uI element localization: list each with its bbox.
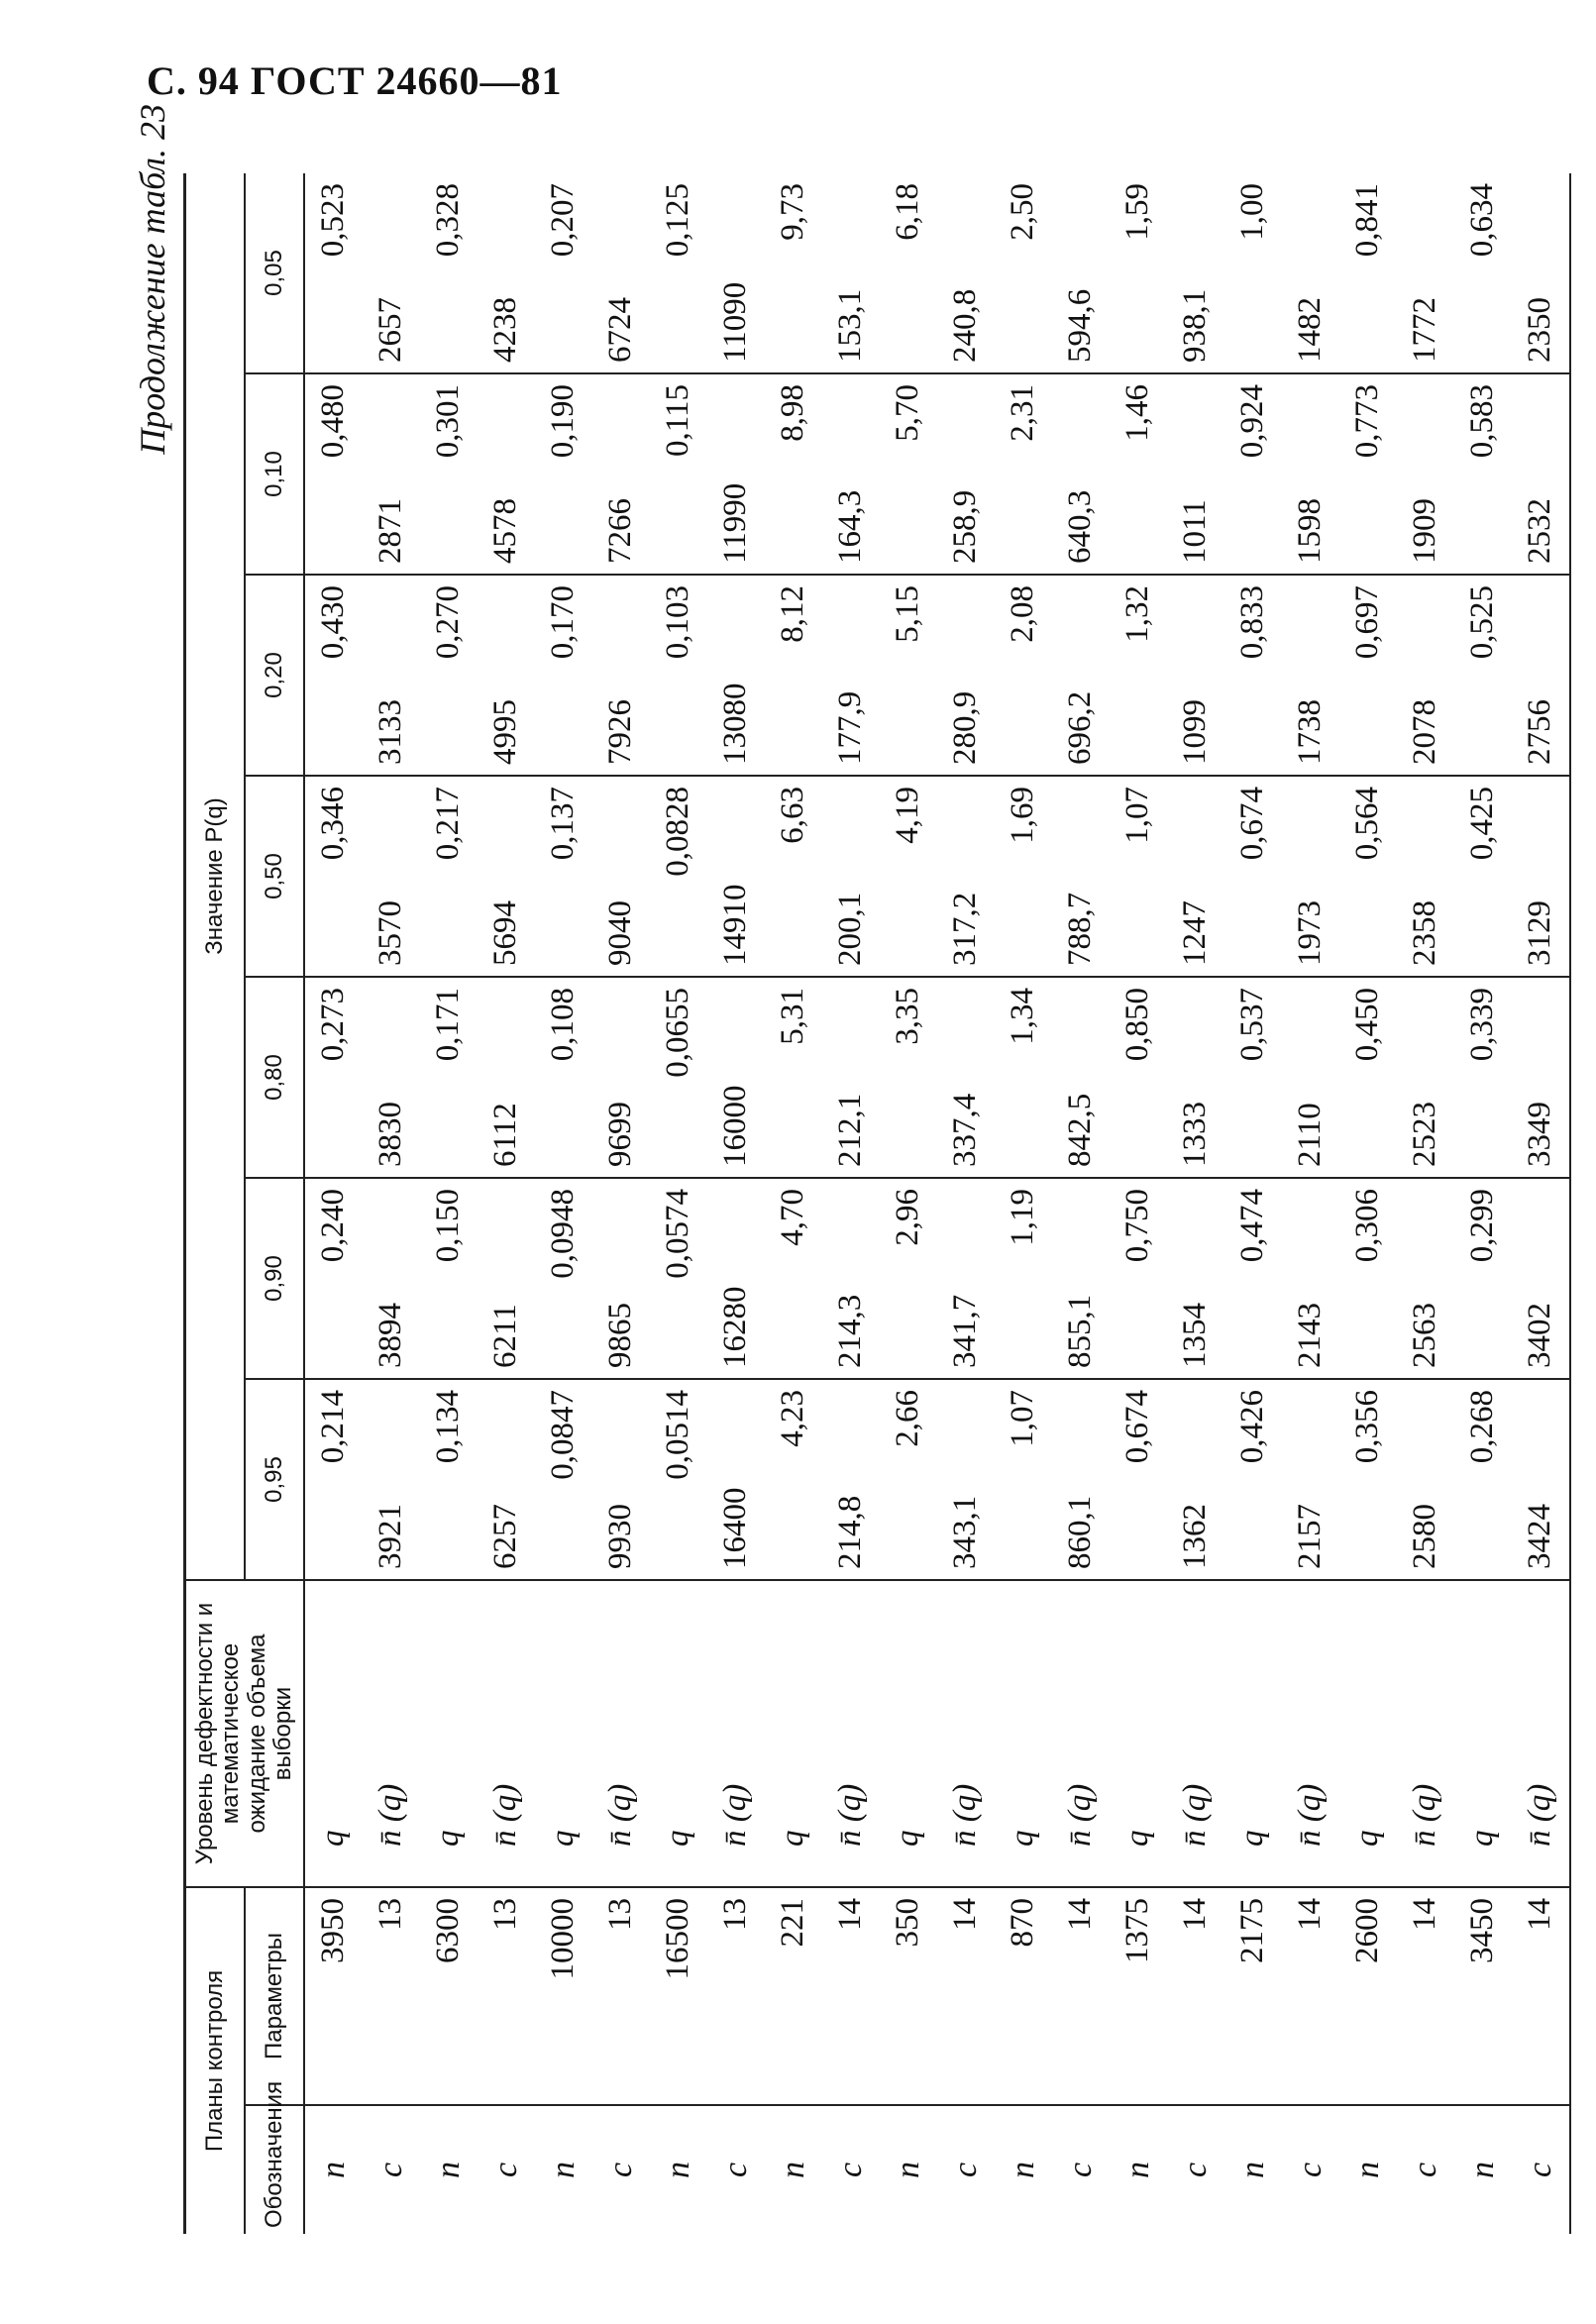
- header-p-4: 0,20: [245, 575, 304, 776]
- header-p-5: 0,10: [245, 373, 304, 575]
- table-row: [822, 173, 880, 2234]
- table-row: [937, 173, 995, 2234]
- designation-cell: c: [1061, 2162, 1099, 2178]
- value-cell: 2,08: [995, 575, 1052, 776]
- value-cell: 0,425: [1454, 776, 1512, 977]
- header-values: [185, 173, 245, 1580]
- level-cell: q: [1224, 1580, 1282, 1887]
- value-cell: 0,0655: [650, 977, 707, 1178]
- value-cell: 0,833: [1224, 575, 1282, 776]
- value-cell: 3424: [1512, 1379, 1570, 1580]
- value-cell: 2157: [1282, 1379, 1339, 1580]
- value-cell: 1,00: [1224, 173, 1282, 373]
- level-cell: n̄ (q): [592, 1580, 650, 1887]
- table-row: [1224, 173, 1282, 2234]
- designation-cell: c: [946, 2162, 984, 2178]
- header-row-groups: [185, 173, 245, 2234]
- value-cell: 8,98: [765, 373, 822, 575]
- value-cell: 1,69: [995, 776, 1052, 977]
- value-cell: 0,474: [1224, 1178, 1282, 1379]
- header-plans: Планы контроля: [185, 1887, 245, 2234]
- value-cell: 2143: [1282, 1178, 1339, 1379]
- designation-cell: c: [1291, 2162, 1329, 2178]
- value-cell: 842,5: [1052, 977, 1110, 1178]
- value-cell: 2,96: [880, 1178, 937, 1379]
- value-cell: 1333: [1167, 977, 1224, 1178]
- value-cell: 2756: [1512, 575, 1570, 776]
- value-cell: 0,773: [1339, 373, 1397, 575]
- parameter-cell: 14: [1052, 1887, 1110, 2105]
- designation-cell: c: [831, 2162, 869, 2178]
- value-cell: 0,190: [535, 373, 592, 575]
- table-row: [304, 173, 363, 2234]
- value-cell: 1,07: [995, 1379, 1052, 1580]
- designation-cell: n: [314, 2162, 352, 2178]
- level-cell: n̄ (q): [822, 1580, 880, 1887]
- designation-cell: n: [1118, 2162, 1156, 2178]
- level-cell: q: [880, 1580, 937, 1887]
- header-parameters: Параметры: [245, 1887, 304, 2105]
- value-cell: 5,70: [880, 373, 937, 575]
- table-body: [304, 173, 1570, 2234]
- value-cell: 0,480: [304, 373, 363, 575]
- parameter-cell: 14: [822, 1887, 880, 2105]
- value-cell: 0,214: [304, 1379, 363, 1580]
- value-cell: 11990: [707, 373, 765, 575]
- table-row: [363, 173, 420, 2234]
- value-cell: 1909: [1397, 373, 1454, 575]
- level-cell: q: [1110, 1580, 1167, 1887]
- value-cell: 341,7: [937, 1178, 995, 1379]
- value-cell: 0,125: [650, 173, 707, 373]
- value-cell: 3921: [363, 1379, 420, 1580]
- value-cell: 16280: [707, 1178, 765, 1379]
- value-cell: 0,150: [420, 1178, 478, 1379]
- value-cell: 0,299: [1454, 1178, 1512, 1379]
- value-cell: 0,924: [1224, 373, 1282, 575]
- value-cell: 0,328: [420, 173, 478, 373]
- value-cell: 1482: [1282, 173, 1339, 373]
- value-cell: 0,697: [1339, 575, 1397, 776]
- designation-cell: n: [429, 2162, 467, 2178]
- level-cell: n̄ (q): [1282, 1580, 1339, 1887]
- level-cell: q: [420, 1580, 478, 1887]
- value-cell: 14910: [707, 776, 765, 977]
- value-cell: 1738: [1282, 575, 1339, 776]
- header-p-6: 0,05: [245, 173, 304, 373]
- value-cell: 0,306: [1339, 1178, 1397, 1379]
- table-row: [1110, 173, 1167, 2234]
- value-cell: 0,841: [1339, 173, 1397, 373]
- value-cell: 3349: [1512, 977, 1570, 1178]
- table-row: [1454, 173, 1512, 2234]
- value-cell: 0,356: [1339, 1379, 1397, 1580]
- level-cell: n̄ (q): [478, 1580, 535, 1887]
- value-cell: 1772: [1397, 173, 1454, 373]
- value-cell: 0,273: [304, 977, 363, 1178]
- value-cell: 6112: [478, 977, 535, 1178]
- value-cell: 0,634: [1454, 173, 1512, 373]
- value-cell: 177,9: [822, 575, 880, 776]
- value-cell: 1598: [1282, 373, 1339, 575]
- value-cell: 6,63: [765, 776, 822, 977]
- value-cell: 0,426: [1224, 1379, 1282, 1580]
- value-cell: 4995: [478, 575, 535, 776]
- value-cell: 0,115: [650, 373, 707, 575]
- table-row: [1512, 173, 1570, 2234]
- designation-cell: n: [1004, 2162, 1041, 2178]
- value-cell: 2563: [1397, 1178, 1454, 1379]
- value-cell: 1,07: [1110, 776, 1167, 977]
- designation-cell: n: [659, 2162, 696, 2178]
- value-cell: 8,12: [765, 575, 822, 776]
- value-cell: 0,0514: [650, 1379, 707, 1580]
- value-cell: 5,15: [880, 575, 937, 776]
- level-cell: n̄ (q): [707, 1580, 765, 1887]
- parameter-cell: 16500: [650, 1887, 707, 2105]
- value-cell: 2110: [1282, 977, 1339, 1178]
- value-cell: 696,2: [1052, 575, 1110, 776]
- value-cell: 6724: [592, 173, 650, 373]
- value-cell: 0,171: [420, 977, 478, 1178]
- value-cell: 13080: [707, 575, 765, 776]
- value-cell: 0,137: [535, 776, 592, 977]
- value-cell: 0,268: [1454, 1379, 1512, 1580]
- parameter-cell: 13: [592, 1887, 650, 2105]
- value-cell: 11090: [707, 173, 765, 373]
- header-values-label: Значение P(q): [200, 797, 228, 955]
- value-cell: 6,18: [880, 173, 937, 373]
- value-cell: 240,8: [937, 173, 995, 373]
- value-cell: 2078: [1397, 575, 1454, 776]
- level-cell: n̄ (q): [1167, 1580, 1224, 1887]
- level-cell: q: [765, 1580, 822, 1887]
- value-cell: 3133: [363, 575, 420, 776]
- value-cell: 4,19: [880, 776, 937, 977]
- value-cell: 0,430: [304, 575, 363, 776]
- parameter-cell: 2175: [1224, 1887, 1282, 2105]
- value-cell: 0,240: [304, 1178, 363, 1379]
- table-row: [1397, 173, 1454, 2234]
- table-row: [707, 173, 765, 2234]
- value-cell: 1,19: [995, 1178, 1052, 1379]
- value-cell: 0,301: [420, 373, 478, 575]
- table-row: [420, 173, 478, 2234]
- value-cell: 7266: [592, 373, 650, 575]
- value-cell: 3570: [363, 776, 420, 977]
- value-cell: 2350: [1512, 173, 1570, 373]
- header-p-2: 0,80: [245, 977, 304, 1178]
- value-cell: 0,583: [1454, 373, 1512, 575]
- table-row: [995, 173, 1052, 2234]
- value-cell: 2523: [1397, 977, 1454, 1178]
- table-row: [880, 173, 937, 2234]
- header-p-1: 0,90: [245, 1178, 304, 1379]
- value-cell: 0,0574: [650, 1178, 707, 1379]
- level-cell: n̄ (q): [1052, 1580, 1110, 1887]
- header-designation: Обозначения: [245, 2105, 304, 2234]
- value-cell: 1247: [1167, 776, 1224, 977]
- value-cell: 4578: [478, 373, 535, 575]
- parameter-cell: 10000: [535, 1887, 592, 2105]
- value-cell: 0,450: [1339, 977, 1397, 1178]
- value-cell: 855,1: [1052, 1178, 1110, 1379]
- designation-cell: c: [372, 2162, 409, 2178]
- value-cell: 9040: [592, 776, 650, 977]
- designation-cell: n: [1233, 2162, 1271, 2178]
- value-cell: 0,170: [535, 575, 592, 776]
- level-cell: n̄ (q): [1512, 1580, 1570, 1887]
- value-cell: 5694: [478, 776, 535, 977]
- table-row: [1052, 173, 1110, 2234]
- value-cell: 153,1: [822, 173, 880, 373]
- table-row: [1339, 173, 1397, 2234]
- level-cell: q: [1339, 1580, 1397, 1887]
- value-cell: 1,59: [1110, 173, 1167, 373]
- value-cell: 938,1: [1167, 173, 1224, 373]
- parameter-cell: 14: [937, 1887, 995, 2105]
- value-cell: 2,50: [995, 173, 1052, 373]
- value-cell: 0,537: [1224, 977, 1282, 1178]
- value-cell: 200,1: [822, 776, 880, 977]
- value-cell: 0,674: [1224, 776, 1282, 977]
- level-cell: n̄ (q): [363, 1580, 420, 1887]
- value-cell: 1011: [1167, 373, 1224, 575]
- parameter-cell: 3950: [304, 1887, 363, 2105]
- table-row: [765, 173, 822, 2234]
- value-cell: 3894: [363, 1178, 420, 1379]
- value-cell: 164,3: [822, 373, 880, 575]
- value-cell: 317,2: [937, 776, 995, 977]
- value-cell: 0,674: [1110, 1379, 1167, 1580]
- designation-cell: n: [1463, 2162, 1501, 2178]
- table-row: [478, 173, 535, 2234]
- value-cell: 16400: [707, 1379, 765, 1580]
- table-row: [592, 173, 650, 2234]
- value-cell: 212,1: [822, 977, 880, 1178]
- value-cell: 0,108: [535, 977, 592, 1178]
- parameter-cell: 870: [995, 1887, 1052, 2105]
- value-cell: 1099: [1167, 575, 1224, 776]
- value-cell: 2,66: [880, 1379, 937, 1580]
- value-cell: 0,339: [1454, 977, 1512, 1178]
- value-cell: 4,23: [765, 1379, 822, 1580]
- value-cell: 258,9: [937, 373, 995, 575]
- value-cell: 9699: [592, 977, 650, 1178]
- value-cell: 3,35: [880, 977, 937, 1178]
- value-cell: 0,217: [420, 776, 478, 977]
- value-cell: 280,9: [937, 575, 995, 776]
- value-cell: 0,103: [650, 575, 707, 776]
- level-cell: q: [535, 1580, 592, 1887]
- value-cell: 1,46: [1110, 373, 1167, 575]
- value-cell: 0,346: [304, 776, 363, 977]
- designation-cell: c: [1512, 2105, 1570, 2234]
- value-cell: 2358: [1397, 776, 1454, 977]
- value-cell: 860,1: [1052, 1379, 1110, 1580]
- parameter-cell: 350: [880, 1887, 937, 2105]
- value-cell: 0,0847: [535, 1379, 592, 1580]
- value-cell: 640,3: [1052, 373, 1110, 575]
- page-header: С. 94 ГОСТ 24660—81: [147, 58, 563, 103]
- parameter-cell: 2600: [1339, 1887, 1397, 2105]
- parameter-cell: 1375: [1110, 1887, 1167, 2105]
- level-cell: q: [304, 1580, 363, 1887]
- designation-cell: c: [601, 2162, 639, 2178]
- value-cell: 4,70: [765, 1178, 822, 1379]
- value-cell: 1,34: [995, 977, 1052, 1178]
- value-cell: 0,207: [535, 173, 592, 373]
- header-p-3: 0,50: [245, 776, 304, 977]
- table-row: [1282, 173, 1339, 2234]
- value-cell: 2532: [1512, 373, 1570, 575]
- designation-cell: c: [716, 2162, 754, 2178]
- value-cell: 788,7: [1052, 776, 1110, 977]
- designation-cell: c: [1176, 2162, 1214, 2178]
- level-cell: q: [995, 1580, 1052, 1887]
- designation-cell: n: [1348, 2162, 1386, 2178]
- value-cell: 6257: [478, 1379, 535, 1580]
- value-cell: 214,8: [822, 1379, 880, 1580]
- designation-cell: n: [774, 2162, 811, 2178]
- value-cell: 0,750: [1110, 1178, 1167, 1379]
- parameter-cell: 13: [363, 1887, 420, 2105]
- value-cell: 0,850: [1110, 977, 1167, 1178]
- value-cell: 343,1: [937, 1379, 995, 1580]
- table-caption: Продолжение табл. 23: [133, 104, 172, 455]
- header-row-columns: [245, 173, 304, 2234]
- table-row: [650, 173, 707, 2234]
- parameter-cell: 221: [765, 1887, 822, 2105]
- designation-cell: n: [544, 2162, 582, 2178]
- parameter-cell: 14: [1167, 1887, 1224, 2105]
- value-cell: 5,31: [765, 977, 822, 1178]
- header-level: Уровень дефектности и математическое ожидание объема выборки: [185, 1580, 304, 1887]
- value-cell: 0,525: [1454, 575, 1512, 776]
- value-cell: 16000: [707, 977, 765, 1178]
- parameter-cell: 14: [1282, 1887, 1339, 2105]
- value-cell: 3402: [1512, 1178, 1570, 1379]
- value-cell: 1973: [1282, 776, 1339, 977]
- value-cell: 1354: [1167, 1178, 1224, 1379]
- value-cell: 9,73: [765, 173, 822, 373]
- value-cell: 4238: [478, 173, 535, 373]
- value-cell: 1,32: [1110, 575, 1167, 776]
- rotated-sheet: [124, 84, 1558, 2264]
- value-cell: 3129: [1512, 776, 1570, 977]
- parameter-cell: 6300: [420, 1887, 478, 2105]
- value-cell: 9930: [592, 1379, 650, 1580]
- value-cell: 1362: [1167, 1379, 1224, 1580]
- value-cell: 2580: [1397, 1379, 1454, 1580]
- value-cell: 0,270: [420, 575, 478, 776]
- value-cell: 3830: [363, 977, 420, 1178]
- level-cell: n̄ (q): [1397, 1580, 1454, 1887]
- value-cell: 0,0948: [535, 1178, 592, 1379]
- parameter-cell: 14: [1397, 1887, 1454, 2105]
- value-cell: 0,564: [1339, 776, 1397, 977]
- value-cell: 337,4: [937, 977, 995, 1178]
- value-cell: 0,523: [304, 173, 363, 373]
- parameter-cell: 13: [707, 1887, 765, 2105]
- value-cell: 0,0828: [650, 776, 707, 977]
- level-cell: n̄ (q): [937, 1580, 995, 1887]
- designation-cell: c: [486, 2162, 524, 2178]
- level-cell: q: [650, 1580, 707, 1887]
- table-row: [535, 173, 592, 2234]
- value-cell: 214,3: [822, 1178, 880, 1379]
- designation-cell: n: [889, 2162, 926, 2178]
- designation-cell: c: [1406, 2162, 1443, 2178]
- data-table: [183, 173, 1571, 2234]
- value-cell: 9865: [592, 1178, 650, 1379]
- value-cell: 7926: [592, 575, 650, 776]
- header-p-0: 0,95: [245, 1379, 304, 1580]
- value-cell: 6211: [478, 1178, 535, 1379]
- value-cell: 0,134: [420, 1379, 478, 1580]
- value-cell: 2871: [363, 373, 420, 575]
- value-cell: 2,31: [995, 373, 1052, 575]
- level-cell: q: [1454, 1580, 1512, 1887]
- parameter-cell: 3450: [1454, 1887, 1512, 2105]
- table-row: [1167, 173, 1224, 2234]
- parameter-cell: 13: [478, 1887, 535, 2105]
- value-cell: 594,6: [1052, 173, 1110, 373]
- parameter-cell: 14: [1512, 1887, 1570, 2105]
- value-cell: 2657: [363, 173, 420, 373]
